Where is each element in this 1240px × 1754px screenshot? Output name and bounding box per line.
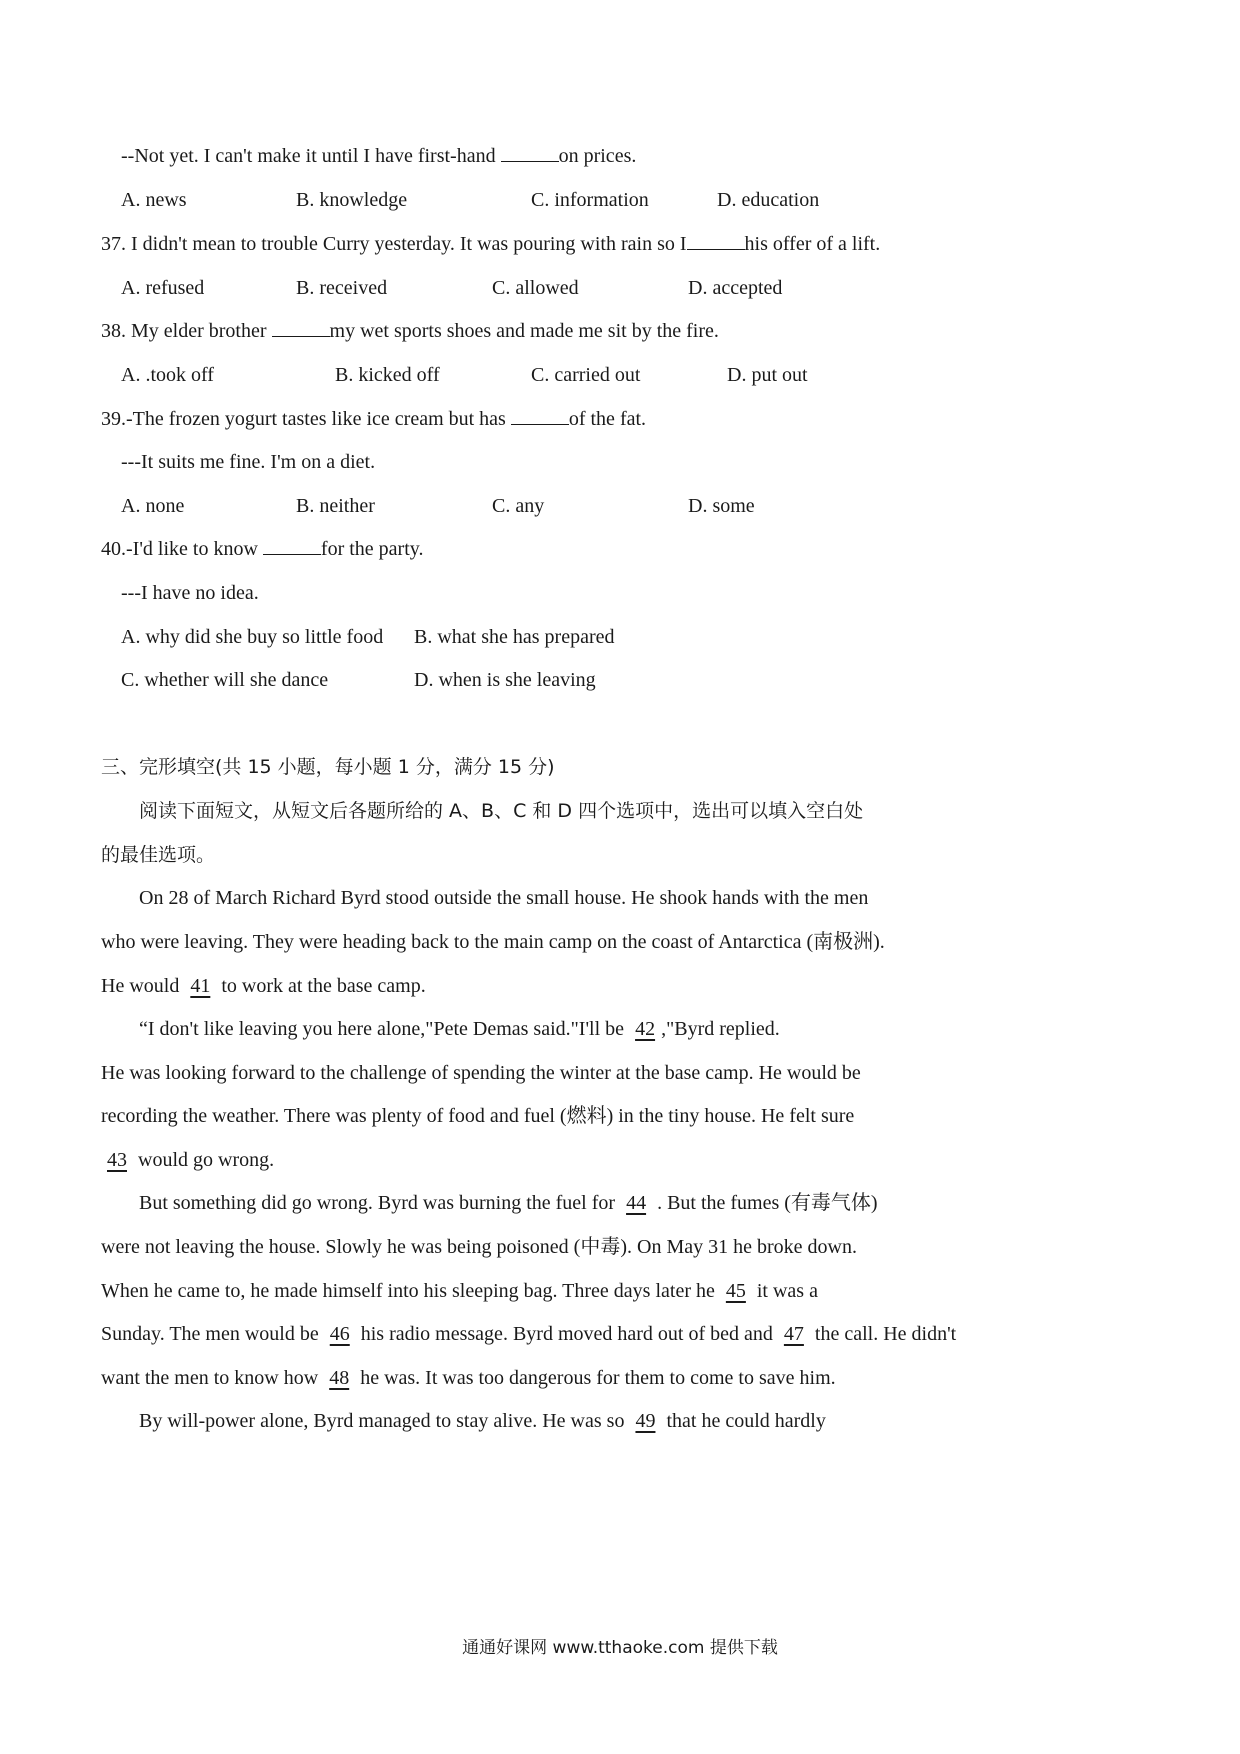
- section-title: 三、完形填空(共 15 小题，每小题 1 分，满分 15 分): [101, 756, 555, 778]
- passage-line: He was looking forward to the challenge of spending the winter at the base camp. He would be: [101, 1062, 861, 1084]
- passage-line: who were leaving. They were heading back to the main camp on the coast of Antarctica (南极洲).: [101, 931, 885, 953]
- option-d: D. when is she leaving: [414, 669, 596, 691]
- question-40: 40.-I'd like to know for the party.: [101, 538, 424, 560]
- blank-48: 48: [329, 1367, 350, 1389]
- option-a: A. news: [121, 189, 187, 211]
- option-a: A. why did she buy so little food: [121, 626, 384, 648]
- answer-blank: [687, 231, 745, 250]
- option-b: B. neither: [296, 495, 375, 517]
- passage-line: Sunday. The men would be 46 his radio message. Byrd moved hard out of bed and 47 the call. He didn't: [101, 1320, 956, 1348]
- answer-blank: [511, 406, 569, 425]
- option-c: C. any: [492, 495, 545, 517]
- q39-reply: ---It suits me fine. I'm on a diet.: [121, 451, 376, 473]
- q36-reply: --Not yet. I can't make it until I have first-hand on prices.: [121, 145, 637, 167]
- option-a: A. refused: [121, 277, 205, 299]
- blank-44: 44: [626, 1192, 647, 1214]
- passage-line: But something did go wrong. Byrd was burning the fuel for 44 . But the fumes (有毒气体): [139, 1189, 878, 1217]
- blank-43: 43: [107, 1149, 127, 1171]
- instruction-line-2: 的最佳选项。: [101, 844, 216, 866]
- answer-blank: [263, 536, 321, 555]
- question-39: 39.-The frozen yogurt tastes like ice cream but has of the fat.: [101, 408, 647, 430]
- option-d: D. put out: [727, 364, 808, 386]
- blank-49: 49: [635, 1410, 656, 1432]
- blank-42: 42: [635, 1018, 656, 1040]
- option-b: B. kicked off: [335, 364, 440, 386]
- q40-reply: ---I have no idea.: [121, 582, 259, 604]
- instruction-line-1: 阅读下面短文，从短文后各题所给的 A、B、C 和 D 四个选项中，选出可以填入空白处: [139, 800, 864, 822]
- option-b: B. received: [296, 277, 388, 299]
- page-footer: 通通好课网 www.tthaoke.com 提供下载: [462, 1638, 778, 1658]
- blank-45: 45: [725, 1280, 746, 1302]
- passage-line: When he came to, he made himself into his sleeping bag. Three days later he 45 it was a: [101, 1277, 818, 1305]
- passage-line: “I don't like leaving you here alone,"Pete Demas said."I'll be 42 ,"Byrd replied.: [139, 1015, 780, 1043]
- passage-line: want the men to know how 48 he was. It was too dangerous for them to come to save him.: [101, 1364, 836, 1392]
- option-c: C. information: [531, 189, 649, 211]
- option-d: D. education: [717, 189, 820, 211]
- blank-41: 41: [190, 975, 211, 997]
- passage-line: 43 would go wrong.: [101, 1146, 274, 1174]
- passage-line: On 28 of March Richard Byrd stood outside the small house. He shook hands with the men: [139, 887, 869, 909]
- option-b: B. knowledge: [296, 189, 408, 211]
- option-a: A. .took off: [121, 364, 214, 386]
- answer-blank: [272, 318, 330, 337]
- blank-47: 47: [783, 1323, 804, 1345]
- option-c: C. allowed: [492, 277, 579, 299]
- passage-line: recording the weather. There was plenty of food and fuel (燃料) in the tiny house. He felt sure: [101, 1105, 855, 1127]
- option-d: D. accepted: [688, 277, 783, 299]
- option-b: B. what she has prepared: [414, 626, 615, 648]
- option-d: D. some: [688, 495, 755, 517]
- option-a: A. none: [121, 495, 185, 517]
- option-c: C. carried out: [531, 364, 641, 386]
- question-38: 38. My elder brother my wet sports shoes and made me sit by the fire.: [101, 320, 719, 342]
- passage-line: By will-power alone, Byrd managed to stay alive. He was so 49 that he could hardly: [139, 1407, 826, 1435]
- answer-blank: [501, 143, 559, 162]
- question-37: 37. I didn't mean to trouble Curry yesterday. It was pouring with rain so I his offer of a lift.: [101, 233, 881, 255]
- option-c: C. whether will she dance: [121, 669, 329, 691]
- passage-line: were not leaving the house. Slowly he was being poisoned (中毒). On May 31 he broke down.: [101, 1236, 857, 1258]
- passage-line: He would 41 to work at the base camp.: [101, 972, 426, 1000]
- blank-46: 46: [329, 1323, 350, 1345]
